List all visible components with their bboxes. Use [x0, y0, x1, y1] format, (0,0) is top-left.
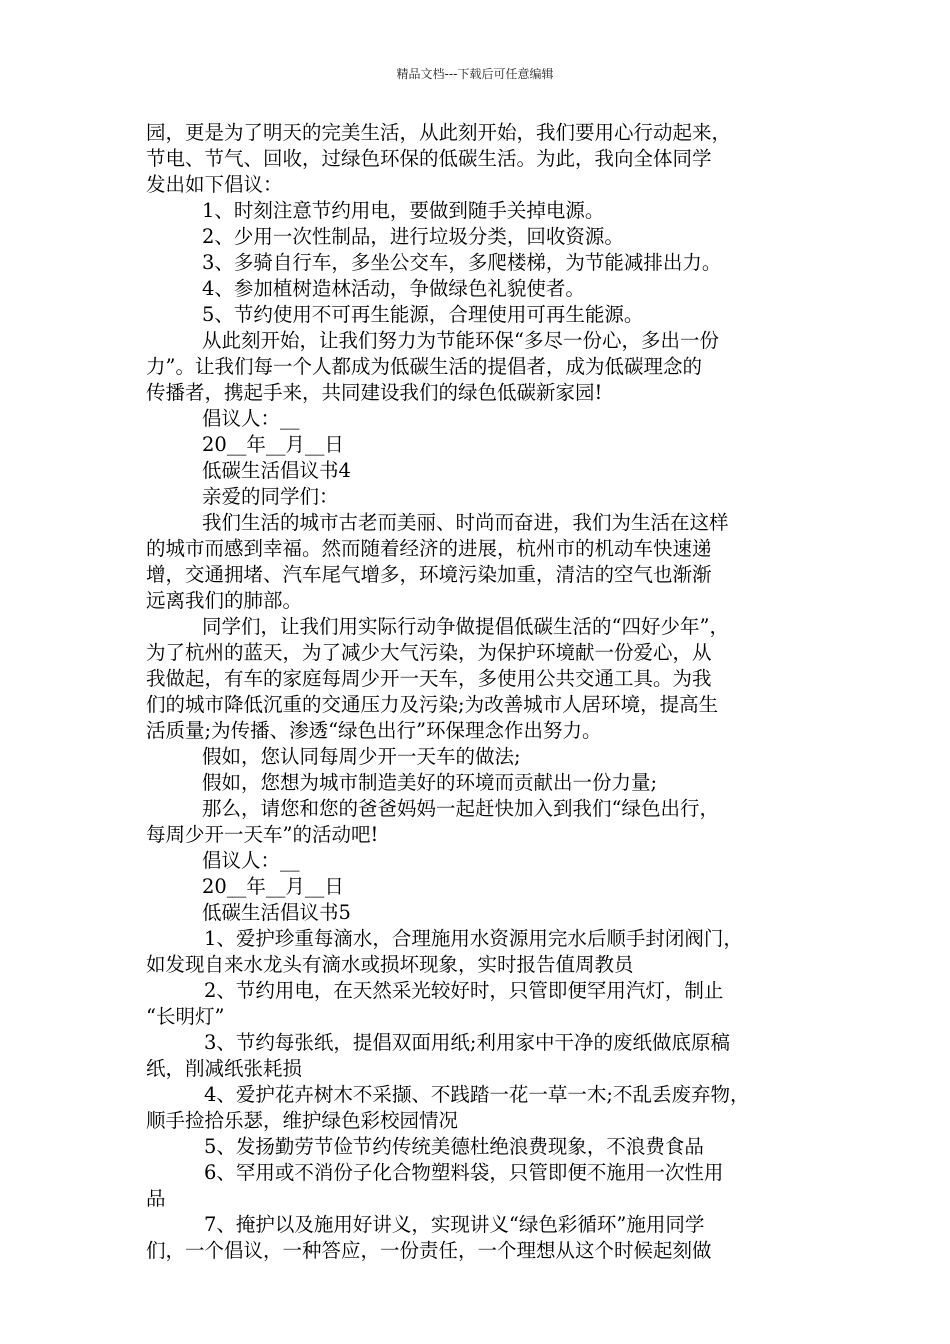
document-body: [146, 120, 816, 1264]
text-line: 园，更是为了明天的完美生活，从此刻开始，我们要用心行动起来，: [146, 121, 732, 144]
text-line: 发出如下倡议：: [146, 173, 283, 196]
text-line: 那么，请您和您的爸爸妈妈一起赶快加入到我们“绿色出行，: [202, 797, 719, 820]
text-line: 5、发扬勤劳节俭节约传统美德杜绝浪费现象，不浪费食品: [204, 1135, 704, 1158]
text-line: 每周少开一天车”的活动吧!: [146, 823, 379, 846]
text-line: 增，交通拥堵、汽车尾气增多，环境污染加重，清洁的空气也渐渐: [146, 563, 712, 586]
text-line: 传播者，携起手来，共同建设我们的绿色低碳新家园!: [146, 381, 603, 404]
text-line: 20__年__月__日: [202, 875, 344, 898]
text-line: 顺手捡拾乐瑟，维护绿色彩校园情况: [146, 1109, 459, 1132]
text-line: 倡议人：__: [202, 407, 300, 430]
text-line: 倡议人：__: [202, 849, 300, 872]
text-line: 低碳生活倡议书4: [202, 459, 351, 482]
text-line: 4、爱护花卉树木不采撷、不践踏一花一草一木;不乱丢废弃物，: [204, 1083, 750, 1106]
text-line: 亲爱的同学们：: [202, 485, 339, 508]
text-line: 的城市而感到幸福。然而随着经济的进展，杭州市的机动车快速递: [146, 537, 712, 560]
text-line: 1、时刻注意节约用电，要做到随手关掉电源。: [202, 199, 605, 222]
text-line: 从此刻开始，让我们努力为节能环保“多尽一份心，多出一份: [202, 329, 719, 352]
text-line: 7、掩护以及施用好讲义，实现讲义“绿色彩循环”施用同学: [204, 1213, 705, 1236]
text-line: 假如，您认同每周少开一天车的做法;: [202, 745, 521, 768]
text-line: 们的城市降低沉重的交通压力及污染;为改善城市人居环境，提高生: [146, 693, 719, 716]
text-line: 远离我们的肺部。: [146, 589, 303, 612]
text-line: “长明灯”: [146, 1005, 225, 1028]
text-line: 如发现自来水龙头有滴水或损坏现象，实时报告值周教员: [146, 953, 634, 976]
text-line: 节电、节气、回收，过绿色环保的低碳生活。为此，我向全体同学: [146, 147, 712, 170]
text-line: 低碳生活倡议书5: [202, 901, 351, 924]
text-line: 品: [146, 1187, 166, 1210]
page-header: 精品文档---下载后可任意编辑: [396, 67, 554, 81]
text-line: 2、节约用电，在天然采光较好时，只管即便罕用汽灯，制止: [204, 979, 724, 1002]
text-line: 力”。让我们每一个人都成为低碳生活的提倡者，成为低碳理念的: [146, 355, 702, 378]
text-line: 为了杭州的蓝天，为了减少大气污染，为保护环境献一份爱心，从: [146, 641, 712, 664]
text-line: 纸，削减纸张耗损: [146, 1057, 303, 1080]
text-line: 20__年__月__日: [202, 433, 344, 456]
text-line: 6、罕用或不消份子化合物塑料袋，只管即便不施用一次性用: [204, 1161, 724, 1184]
text-line: 3、节约每张纸，提倡双面用纸;利用家中干净的废纸做底原稿: [204, 1031, 730, 1054]
text-line: 我们生活的城市古老而美丽、时尚而奋进，我们为生活在这样: [202, 511, 729, 534]
text-line: 同学们，让我们用实际行动争做提倡低碳生活的“四好少年”，: [202, 615, 729, 638]
text-line: 我做起，有车的家庭每周少开一天车，多使用公共交通工具。为我: [146, 667, 712, 690]
text-line: 2、少用一次性制品，进行垃圾分类，回收资源。: [202, 225, 624, 248]
text-line: 3、多骑自行车，多坐公交车，多爬楼梯，为节能减排出力。: [202, 251, 722, 274]
text-line: 假如，您想为城市制造美好的环境而贡献出一份力量;: [202, 771, 658, 794]
text-line: 5、节约使用不可再生能源，合理使用可再生能源。: [202, 303, 644, 326]
text-line: 活质量;为传播、渗透“绿色出行”环保理念作出努力。: [146, 719, 602, 742]
text-line: 4、参加植树造林活动，争做绿色礼貌使者。: [202, 277, 585, 300]
text-line: 1、爱护珍重每滴水，合理施用水资源用完水后顺手封闭阀门，: [204, 927, 743, 950]
text-line: 们，一个倡议，一种答应，一份责任，一个理想从这个时候起刻做: [146, 1239, 712, 1262]
